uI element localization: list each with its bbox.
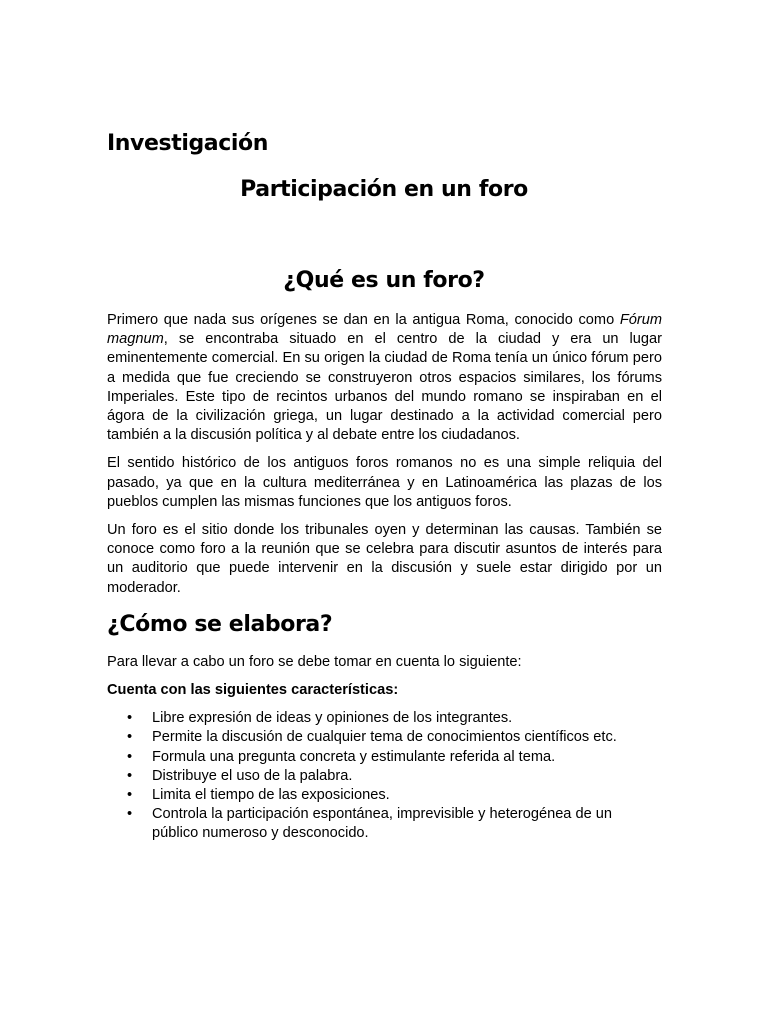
document-body — [107, 311, 662, 844]
paragraph-origins — [107, 311, 662, 445]
forum-magnum-term: Fórum magnum — [107, 312, 662, 348]
list-item-text: Libre expresión de ideas y opiniones de los integrantes. — [152, 710, 513, 727]
list-item — [107, 748, 662, 767]
list-item-text: Formula una pregunta concreta y estimulante referida al tema. — [152, 748, 556, 765]
section-heading-que-es: ¿Qué es un foro? — [283, 268, 485, 293]
document-title: Investigación — [107, 131, 269, 156]
document-subtitle: Participación en un foro — [240, 177, 528, 202]
paragraph-origins-start: Primero que nada sus orígenes se dan en la antigua Roma, conocido como — [107, 312, 620, 328]
list-item-text: Limita el tiempo de las exposiciones. — [152, 787, 390, 804]
list-item — [107, 728, 662, 747]
list-item — [107, 709, 662, 728]
bullet-icon: • — [127, 767, 133, 784]
paragraph-origins-rest: , se encontraba situado en el centro de la ciudad y era un lugar eminentemente comercial. En su origen la ciudad de Roma tenía un único fórum pero a medida que fue creciendo se construyeron otros espacios similares, los fórums Imperiales. Este tipo de recintos urbanos del mundo romano se inspiraban en el ágora de la civilización griega, un lugar destinado a la actividad comercial pero también a la discusión política y al debate entre los ciudadanos. — [107, 331, 662, 444]
paragraph-intro: Para llevar a cabo un foro se debe tomar en cuenta lo siguiente: — [107, 653, 522, 670]
paragraph-definition: Un foro es el sitio donde los tribunales oyen y determinan las causas. También se conoce como foro a la reunión que se celebra para discutir asuntos de interés para un auditorio que puede intervenir en la discusión y suele estar dirigido por un moderador. — [107, 522, 662, 596]
list-item — [107, 805, 662, 843]
list-item — [107, 786, 662, 805]
bullet-icon: • — [127, 748, 133, 765]
bullet-icon: • — [127, 729, 133, 746]
bullet-icon: • — [127, 710, 133, 727]
list-item — [107, 767, 662, 786]
list-item-text: Distribuye el uso de la palabra. — [152, 767, 353, 784]
characteristics-list — [107, 709, 662, 843]
characteristics-subheading: Cuenta con las siguientes características: — [107, 682, 399, 699]
bullet-icon: • — [127, 787, 133, 804]
paragraph-historical-sense: El sentido histórico de los antiguos foros romanos no es una simple reliquia del pasado, ya que en la cultura mediterránea y en Latinoamérica las plazas de los pueblos cumplen las mismas funciones que los antiguos foros. — [107, 455, 662, 510]
bullet-icon: • — [127, 806, 133, 823]
list-item-text: Controla la participación espontánea, imprevisible y heterogénea de un público numeroso y desconocido. — [152, 806, 612, 842]
list-item-text: Permite la discusión de cualquier tema de conocimientos científicos etc. — [152, 729, 617, 746]
section-heading-como-se-elabora: ¿Cómo se elabora? — [107, 611, 333, 637]
